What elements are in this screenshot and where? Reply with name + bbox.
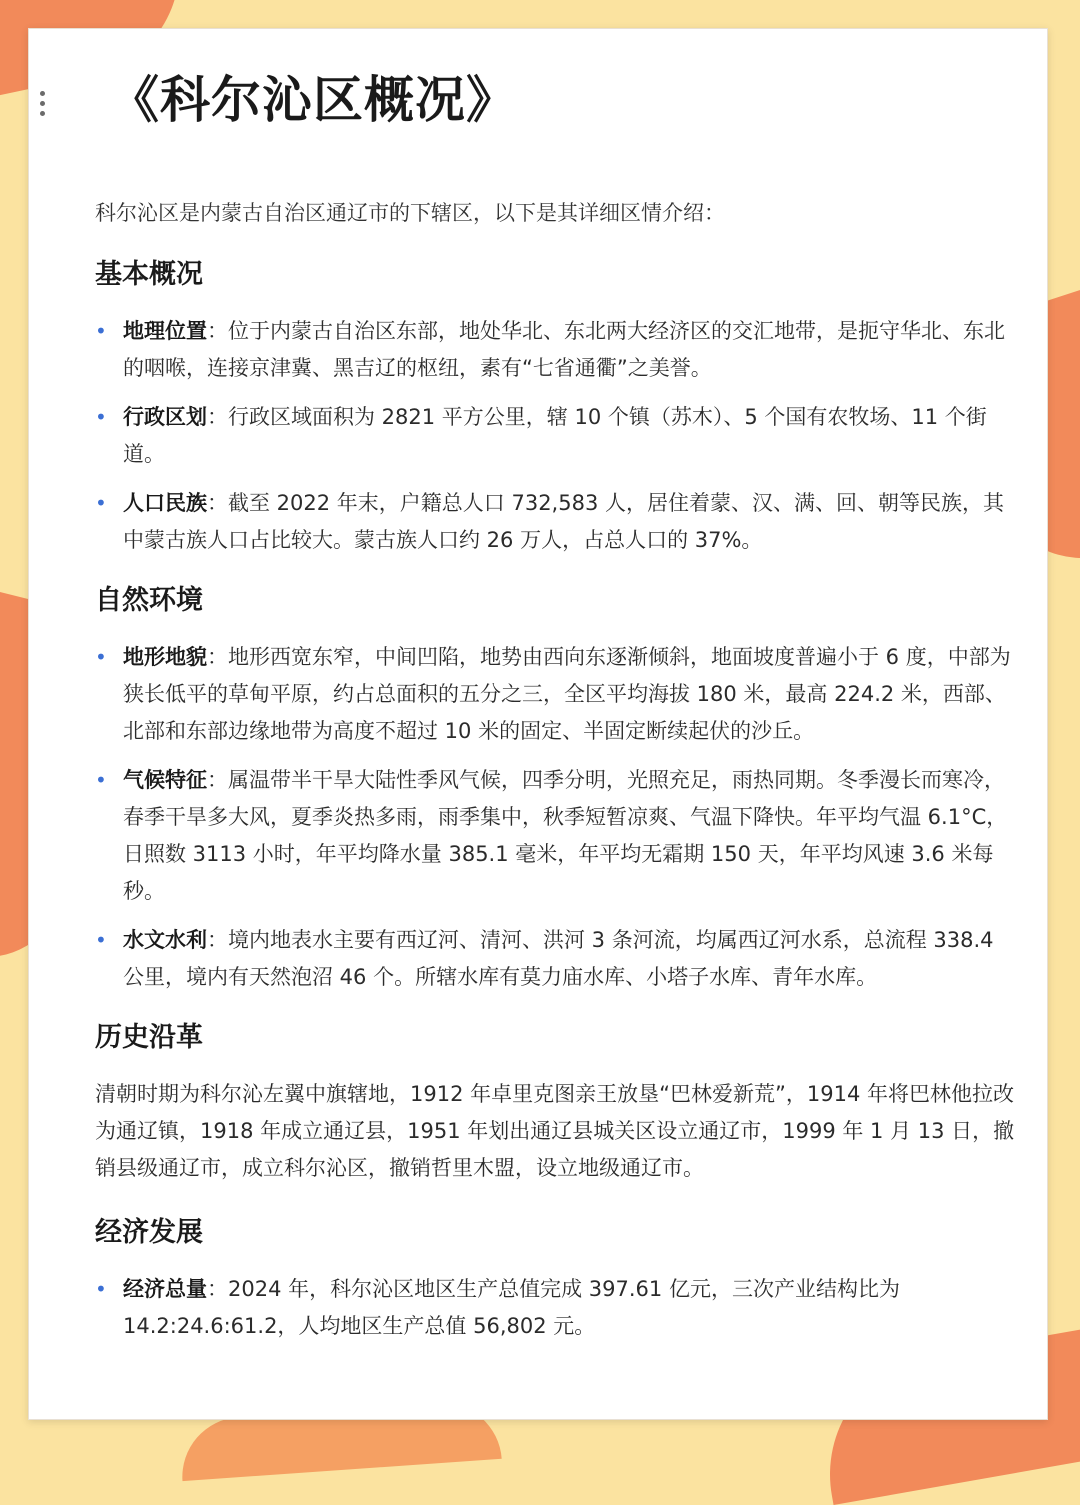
section-heading-history: 历史沿革 (95, 1022, 203, 1053)
bullet-dot-icon: • (95, 1277, 107, 1301)
list-item (95, 639, 1015, 750)
item-label: 行政区划 (123, 405, 207, 429)
item-label: 地形地貌 (123, 645, 207, 669)
document-body (95, 195, 1015, 1367)
bullet-dot-icon: • (95, 491, 107, 515)
item-text: ：地形西宽东窄，中间凹陷，地势由西向东逐渐倾斜，地面坡度普遍小于 6 度，中部为狭长低平的草甸平原，约占总面积的五分之三，全区平均海拔 180 米，最高 224.2 米，西部、北部和东部边缘地带为高度不超过 10 米的固定、半固定断续起伏的沙丘。 (123, 645, 1011, 743)
document-card (28, 28, 1048, 1420)
bullet-dot-icon: • (95, 645, 107, 669)
item-text: ：截至 2022 年末，户籍总人口 732,583 人，居住着蒙、汉、满、回、朝等民族，其中蒙古族人口占比较大。蒙古族人口约 26 万人，占总人口的 37%。 (123, 491, 1004, 552)
item-text: ：位于内蒙古自治区东部，地处华北、东北两大经济区的交汇地带，是扼守华北、东北的咽喉，连接京津冀、黑吉辽的枢纽，素有“七省通衢”之美誉。 (123, 319, 1005, 380)
bullet-dot-icon: • (95, 928, 107, 952)
item-text: ：2024 年，科尔沁区地区生产总值完成 397.61 亿元，三次产业结构比为 14.2:24.6:61.2，人均地区生产总值 56,802 元。 (123, 1277, 900, 1338)
section-heading-economy: 经济发展 (95, 1217, 203, 1248)
bullet-dot-icon: • (95, 768, 107, 792)
page-title: 《科尔沁区概况》 (109, 71, 517, 129)
item-label: 水文水利 (123, 928, 207, 952)
item-text: ：行政区域面积为 2821 平方公里，辖 10 个镇（苏木）、5 个国有农牧场、11 个街道。 (123, 405, 987, 466)
item-text: ：境内地表水主要有西辽河、清河、洪河 3 条河流，均属西辽河水系，总流程 338.4 公里，境内有天然泡沼 46 个。所辖水库有莫力庙水库、小塔子水库、青年水库。 (123, 928, 994, 989)
list-item (95, 1271, 1015, 1345)
list-item (95, 762, 1015, 910)
item-text: ：属温带半干旱大陆性季风气候，四季分明，光照充足，雨热同期。冬季漫长而寒冷，春季干旱多大风，夏季炎热多雨，雨季集中，秋季短暂凉爽、气温下降快。年平均气温 6.1°C，日照数 3113 小时，年平均降水量 385.1 毫米，年平均无霜期 150 天，年平均风速 3.6 米每秒。 (123, 768, 1008, 903)
list-item (95, 313, 1015, 387)
list-item (95, 485, 1015, 559)
item-label: 地理位置 (123, 319, 207, 343)
section-heading-nature: 自然环境 (95, 585, 203, 616)
intro-paragraph: 科尔沁区是内蒙古自治区通辽市的下辖区，以下是其详细区情介绍： (95, 201, 725, 225)
drag-handle-icon[interactable] (38, 91, 46, 116)
history-paragraph: 清朝时期为科尔沁左翼中旗辖地，1912 年卓里克图亲王放垦“巴林爱新荒”，1914 年将巴林他拉改为通辽镇，1918 年成立通辽县，1951 年划出通辽县城关区设立通辽市，1999 年 1 月 13 日，撤销县级通辽市，成立科尔沁区，撤销哲里木盟，设立地级通辽市。 (95, 1082, 1015, 1180)
bullet-dot-icon: • (95, 405, 107, 429)
list-item (95, 922, 1015, 996)
list-item (95, 399, 1015, 473)
list-nature (95, 639, 1015, 996)
bullet-dot-icon: • (95, 319, 107, 343)
item-label: 气候特征 (123, 768, 207, 792)
list-economy (95, 1271, 1015, 1345)
list-basic (95, 313, 1015, 559)
section-heading-basic: 基本概况 (95, 259, 203, 290)
item-label: 人口民族 (123, 491, 207, 515)
item-label: 经济总量 (123, 1277, 207, 1301)
